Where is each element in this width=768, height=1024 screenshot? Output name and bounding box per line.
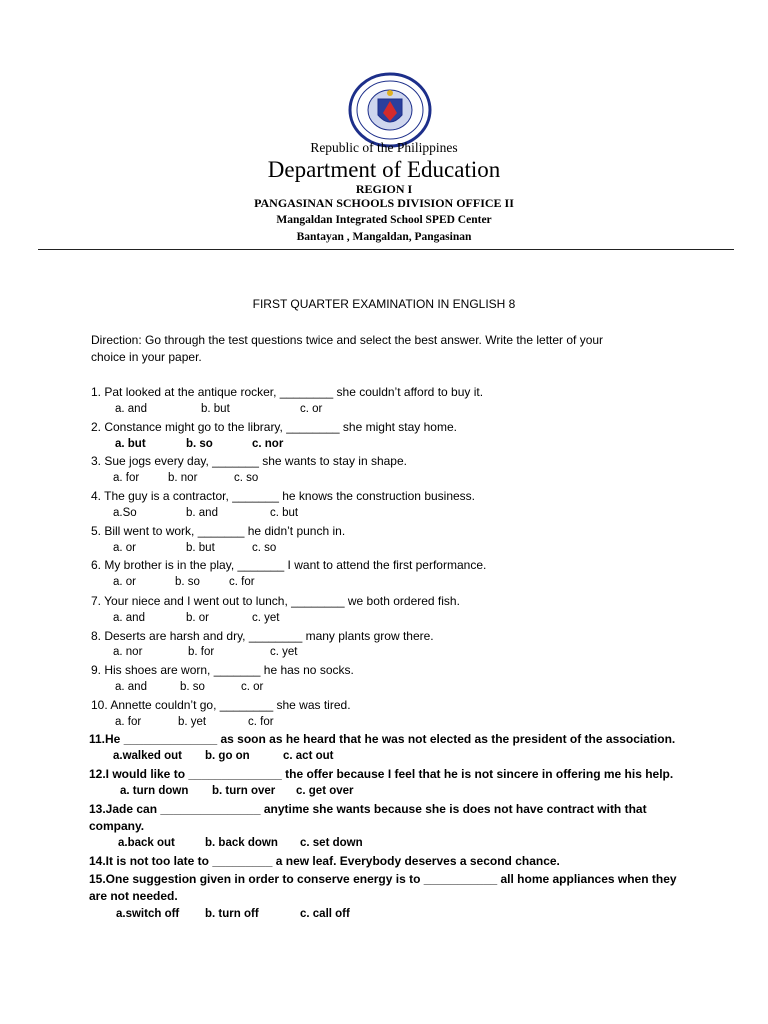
- question-15-continued: are not needed.: [89, 889, 178, 903]
- q11-option-c: c. act out: [283, 750, 334, 762]
- q12-option-b: b. turn over: [212, 785, 276, 797]
- question-3: 3. Sue jogs every day, _______ she wants to stay in shape.: [91, 454, 407, 468]
- q8-option-a: a. nor: [113, 646, 143, 658]
- q5-option-a: a. or: [113, 542, 137, 554]
- q15-option-c: c. call off: [300, 908, 350, 920]
- q9-option-c: c. or: [241, 681, 264, 693]
- q15-option-a: a.switch off: [116, 908, 180, 920]
- region-text: REGION I: [355, 182, 413, 196]
- question-4: 4. The guy is a contractor, _______ he knows the construction business.: [91, 489, 476, 503]
- question-11: 11.He ______________ as soon as he heard that he was not elected as the president of the association.: [89, 732, 676, 746]
- question-15: 15.One suggestion given in order to conserve energy is to ___________ all home appliances when they: [89, 872, 677, 886]
- question-13: 13.Jade can _______________ anytime she wants because she is does not have contract with that: [89, 802, 647, 816]
- q5-option-b: b. but: [186, 542, 215, 554]
- q12-option-a: a. turn down: [120, 785, 189, 797]
- q3-option-b: b. nor: [168, 472, 198, 484]
- q2-option-a: a. but: [115, 438, 146, 450]
- department-title: Department of Education: [267, 157, 501, 182]
- direction-line-2: choice in your paper.: [91, 350, 202, 364]
- q4-option-a: a.So: [113, 507, 137, 519]
- q2-option-b: b. so: [186, 438, 213, 450]
- q2-option-c: c. nor: [252, 438, 284, 450]
- q10-option-c: c. for: [248, 716, 274, 728]
- q7-option-b: b. or: [186, 612, 210, 624]
- q8-option-b: b. for: [188, 646, 215, 658]
- question-14: 14.It is not too late to _________ a new leaf. Everybody deserves a second chance.: [89, 854, 560, 868]
- question-9: 9. His shoes are worn, _______ he has no socks.: [91, 663, 354, 677]
- q10-option-b: b. yet: [178, 716, 207, 728]
- republic-text: Republic of the Philippines: [310, 140, 458, 155]
- division-text: PANGASINAN SCHOOLS DIVISION OFFICE II: [254, 196, 514, 210]
- q9-option-b: b. so: [180, 681, 205, 693]
- q4-option-c: c. but: [270, 507, 299, 519]
- q1-option-a: a. and: [115, 403, 147, 415]
- q3-option-c: c. so: [234, 472, 259, 484]
- q13-option-a: a.back out: [118, 837, 175, 849]
- q10-option-a: a. for: [115, 716, 142, 728]
- q8-option-c: c. yet: [270, 646, 298, 658]
- question-8: 8. Deserts are harsh and dry, ________ many plants grow there.: [91, 629, 434, 643]
- q11-option-a: a.walked out: [113, 750, 183, 762]
- deped-seal-logo: [345, 71, 435, 149]
- question-5: 5. Bill went to work, _______ he didn’t punch in.: [91, 524, 346, 538]
- q11-option-b: b. go on: [205, 750, 250, 762]
- q9-option-a: a. and: [115, 681, 147, 693]
- q3-option-a: a. for: [113, 472, 140, 484]
- question-13-continued: company.: [89, 819, 145, 833]
- q13-option-b: b. back down: [205, 837, 278, 849]
- exam-title: FIRST QUARTER EXAMINATION IN ENGLISH 8: [252, 297, 516, 311]
- direction-line-1: Direction: Go through the test questions twice and select the best answer. Write the letter of your: [91, 333, 604, 347]
- q6-option-a: a. or: [113, 576, 137, 588]
- q5-option-c: c. so: [252, 542, 277, 554]
- q7-option-a: a. and: [113, 612, 145, 624]
- q1-option-c: c. or: [300, 403, 323, 415]
- question-6: 6. My brother is in the play, _______ I want to attend the first performance.: [91, 558, 487, 572]
- question-10: 10. Annette couldn’t go, ________ she was tired.: [91, 698, 351, 712]
- q6-option-c: c. for: [229, 576, 255, 588]
- question-2: 2. Constance might go to the library, ________ she might stay home.: [91, 420, 457, 434]
- q4-option-b: b. and: [186, 507, 218, 519]
- q12-option-c: c. get over: [296, 785, 354, 797]
- q7-option-c: c. yet: [252, 612, 280, 624]
- question-7: 7. Your niece and I went out to lunch, ________ we both ordered fish.: [91, 594, 460, 608]
- question-12: 12.I would like to ______________ the offer because I feel that he is not sincere in offering me his help.: [89, 767, 674, 781]
- q6-option-b: b. so: [175, 576, 200, 588]
- header-divider: [38, 249, 734, 250]
- q1-option-b: b. but: [201, 403, 230, 415]
- q15-option-b: b. turn off: [205, 908, 259, 920]
- question-1: 1. Pat looked at the antique rocker, ________ she couldn’t afford to buy it.: [91, 385, 484, 399]
- school-name: Mangaldan Integrated School SPED Center: [276, 214, 492, 226]
- q13-option-c: c. set down: [300, 837, 363, 849]
- school-address: Bantayan , Mangaldan, Pangasinan: [296, 231, 472, 243]
